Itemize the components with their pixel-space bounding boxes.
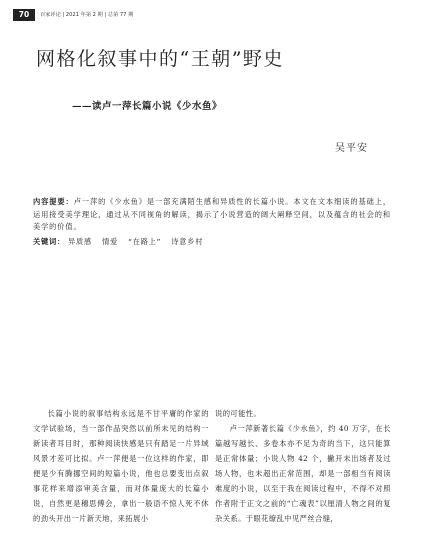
keyword: 诗意乡村 bbox=[171, 237, 204, 246]
page-number: 70 bbox=[13, 9, 35, 21]
body-column-left bbox=[33, 406, 209, 548]
abstract-label: 内容提要： bbox=[33, 197, 74, 206]
body-paragraph: 长篇小说的叙事结构永远是不甘平庸的作家的文学试验场，当一部作品突然以前所未见的结构一新读者耳目时，那种阅读快感是只有踏足一片异域风景才差可比拟。卢一萍便是一位这样的作家，即便是少有腾挪空间的短篇小说，他也总要变出点叙事花样来增添审美含量，而对体量庞大的长篇小说，自然更是穗思傅会，拿出一般语不惊人死不休的劲头开出一片新天地，来拓展小 bbox=[33, 409, 209, 523]
author-name: 吴平安 bbox=[335, 143, 368, 154]
body-paragraph-continuation: 说的可能性。 bbox=[215, 409, 262, 418]
keyword: “在路上” bbox=[128, 237, 162, 246]
body-paragraph: 卢一萍新著长篇《少水鱼》，约 40 万字，在长篇越写越长、多卷本亦不足为奇的当下，这只能算是正常体量；小说人物 42 个，撇开未出场者及过场人物，也未超出正常范围，却是一部相当有阅读难度的小说，以至于我在阅读过程中，不得不对照作者附于正文之前的“亡魂表”以厘清人物之间的复杂关系。于眼花缭乱中见严丝合缝， bbox=[215, 424, 391, 523]
keywords-label: 关键词： bbox=[33, 237, 65, 246]
keywords bbox=[33, 237, 210, 247]
article-title: 网格化叙事中的“王朝”野史 bbox=[36, 48, 284, 70]
keyword: 异质感 bbox=[68, 237, 93, 246]
article-subtitle: ——读卢一萍长篇小说《少水鱼》 bbox=[72, 101, 223, 112]
journal-info: 百家评论 | 2021 年第 2 期 | 总第 77 期 bbox=[40, 12, 134, 18]
body-column-right bbox=[215, 406, 391, 548]
keyword: 情爱 bbox=[102, 237, 119, 246]
abstract bbox=[33, 196, 391, 234]
abstract-text: 卢一萍的《少水鱼》是一部充满陌生感和异质性的长篇小说。本文在文本细读的基础上，运用接受美学理论，通过从不同视角的解读，揭示了小说营造的阔大阐释空间，以及蕴含的社会的和美学的价值。 bbox=[33, 197, 391, 231]
running-header bbox=[13, 9, 413, 21]
